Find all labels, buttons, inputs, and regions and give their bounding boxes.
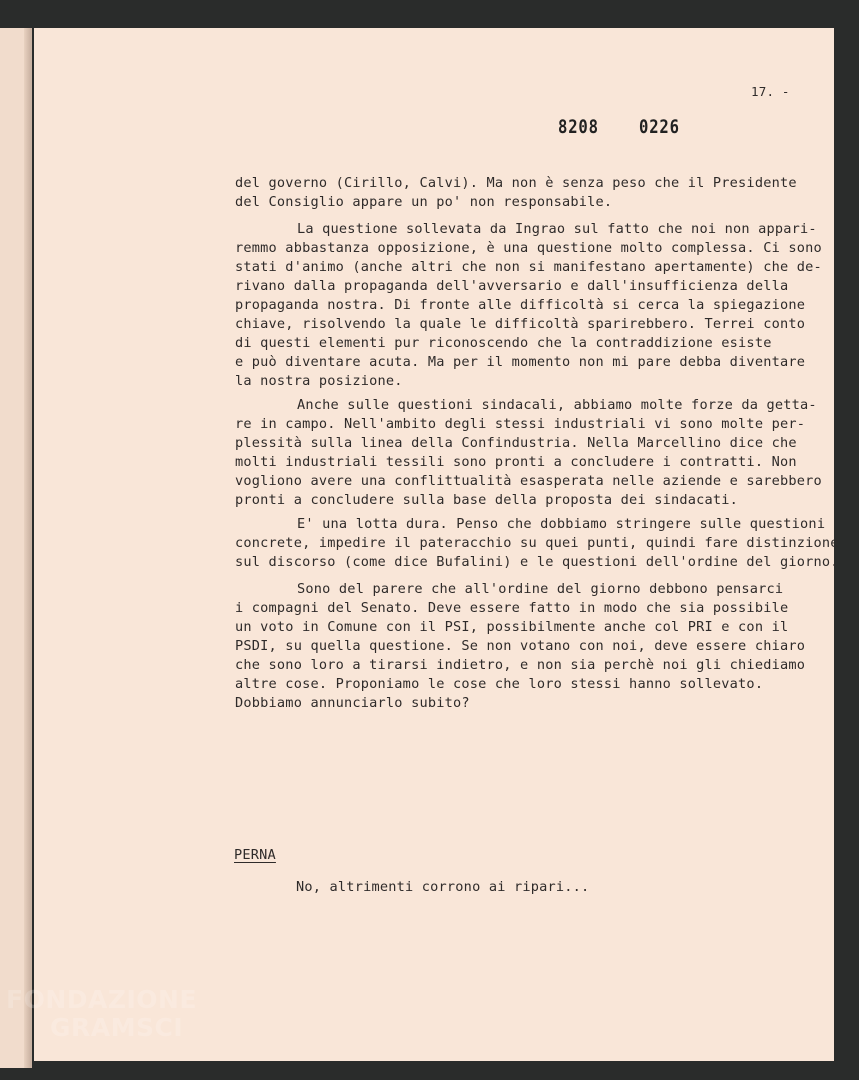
page-number: 17. - <box>751 84 790 99</box>
text-line: stati d'animo (anche altri che non si manifestano apertamente) che de- <box>235 259 822 275</box>
text-line: Anche sulle questioni sindacali, abbiamo molte forze da getta- <box>297 397 817 413</box>
text-line: che sono loro a tirarsi indietro, e non sia perchè noi gli chiediamo <box>235 657 806 673</box>
text-line: e può diventare acuta. Ma per il momento non mi pare debba diventare <box>235 354 806 370</box>
text-line: molti industriali tessili sono pronti a concludere i contratti. Non <box>235 454 797 470</box>
text-line: remmo abbastanza opposizione, è una questione molto complessa. Ci sono <box>235 240 822 256</box>
text-line: plessità sulla linea della Confindustria. Nella Marcellino dice che <box>235 435 797 451</box>
text-line: PSDI, su quella questione. Se non votano con noi, deve essere chiaro <box>235 638 806 654</box>
text-line: la nostra posizione. <box>235 373 403 389</box>
text-line: i compagni del Senato. Deve essere fatto in modo che sia possibile <box>235 600 789 616</box>
text-line: propaganda nostra. Di fronte alle difficoltà si cerca la spiegazione <box>235 297 806 313</box>
fondazione-gramsci-watermark <box>6 986 197 1042</box>
left-page-edge <box>0 28 32 1068</box>
text-line: E' una lotta dura. Penso che dobbiamo stringere sulle questioni <box>297 516 826 532</box>
watermark-line2: GRAMSCI <box>50 1013 184 1042</box>
text-line: del Consiglio appare un po' non responsabile. <box>235 194 613 210</box>
text-line: rivano dalla propaganda dell'avversario e dall'insufficienza della <box>235 278 789 294</box>
document-page <box>34 28 839 1061</box>
text-line: del governo (Cirillo, Calvi). Ma non è senza peso che il Presidente <box>235 175 797 191</box>
speaker-line: No, altrimenti corrono ai ripari... <box>296 879 590 895</box>
text-line: Sono del parere che all'ordine del giorno debbono pensarci <box>297 581 784 597</box>
archive-stamp-part2: 0226 <box>639 116 680 138</box>
text-line: vogliono avere una conflittualità esasperata nelle aziende e sarebbero <box>235 473 822 489</box>
page-fold <box>24 28 30 1068</box>
text-line: sul discorso (come dice Bufalini) e le questioni dell'ordine del giorno. <box>235 554 839 570</box>
text-line: Dobbiamo annunciarlo subito? <box>235 695 470 711</box>
speaker-name: PERNA <box>234 847 276 863</box>
text-line: di questi elementi pur riconoscendo che la contraddizione esiste <box>235 335 772 351</box>
watermark-line1: FONDAZIONE <box>6 985 198 1014</box>
text-line: un voto in Comune con il PSI, possibilmente anche col PRI e con il <box>235 619 789 635</box>
text-line: concrete, impedire il pateracchio su quei punti, quindi fare distinzione <box>235 535 839 551</box>
text-line: chiave, risolvendo la quale le difficoltà sparirebbero. Terrei conto <box>235 316 806 332</box>
text-line: altre cose. Proponiamo le cose che loro stessi hanno sollevato. <box>235 676 764 692</box>
text-line: La questione sollevata da Ingrao sul fatto che noi non appari- <box>297 221 817 237</box>
text-line: pronti a concludere sulla base della proposta dei sindacati. <box>235 492 739 508</box>
text-line: re in campo. Nell'ambito degli stessi industriali vi sono molte per- <box>235 416 806 432</box>
archive-stamp-part1: 8208 <box>558 116 599 138</box>
